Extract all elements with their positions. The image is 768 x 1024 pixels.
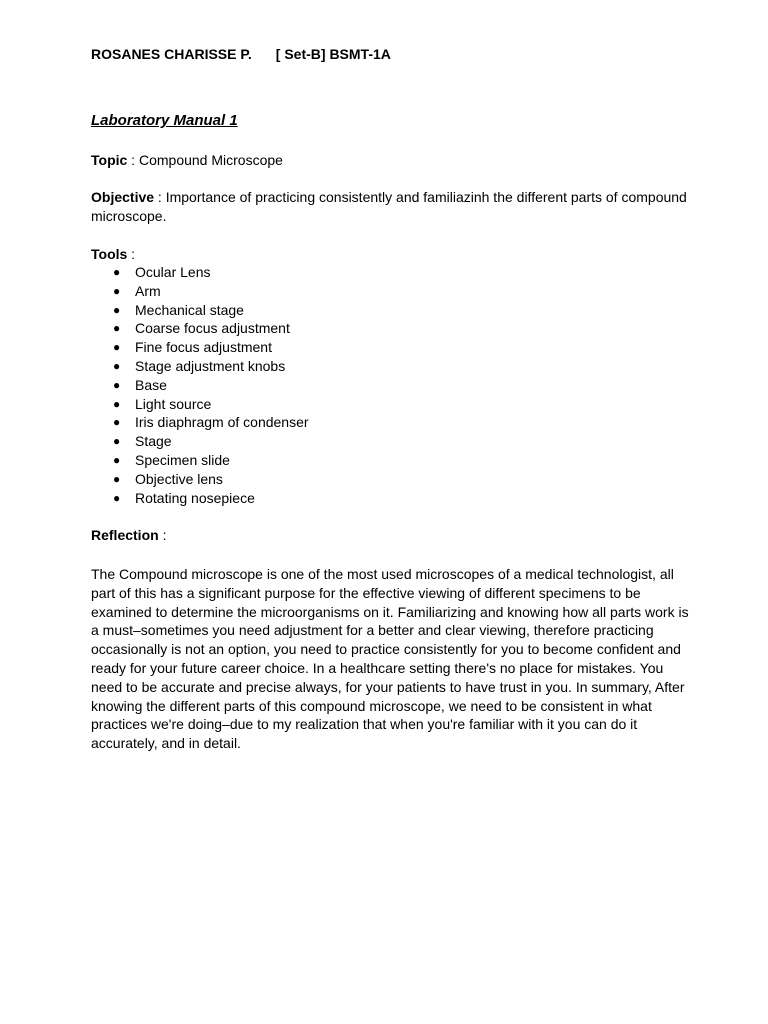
tool-item-label: Rotating nosepiece — [135, 489, 255, 506]
list-item — [91, 451, 309, 470]
tool-item-label: Light source — [135, 395, 212, 412]
reflection-heading — [91, 526, 166, 545]
tool-item-label: Coarse focus adjustment — [135, 320, 290, 337]
topic-label: Topic — [91, 152, 128, 168]
tool-item-label: Objective lens — [135, 470, 223, 487]
tool-item-label: Stage adjustment knobs — [135, 357, 286, 374]
bullet-icon: ● — [113, 302, 121, 317]
list-item — [91, 413, 309, 432]
list-item — [91, 470, 309, 489]
tool-item-label: Base — [135, 376, 167, 393]
bullet-icon: ● — [113, 265, 121, 279]
bullet-icon: ● — [113, 471, 121, 486]
tool-item-label: Fine focus adjustment — [135, 339, 272, 356]
bullet-icon: ● — [113, 321, 121, 336]
list-item — [91, 319, 309, 338]
document-title: Laboratory Manual 1 — [91, 112, 238, 129]
list-item — [91, 263, 309, 282]
list-item — [91, 357, 309, 376]
student-name: ROSANES CHARISSE P. — [91, 46, 252, 62]
reflection-label: Reflection — [91, 527, 159, 543]
bullet-icon: ● — [113, 396, 121, 411]
list-item — [91, 282, 309, 301]
list-item — [91, 376, 309, 395]
reflection-paragraph: The Compound microscope is one of the most used microscopes of a medical technologist, all part of this has a significant purpose for the effective viewing of different specimens to be examined to determine the microorganisms on it. Familiarizing and knowing how all parts work is a must–sometimes you need adjustment for a better and clear viewing, therefore practicing occasionally is not an option, you need to practice consistently for you to become confident and ready for your future career choice. In a healthcare setting there's no place for mistakes. You need to be accurate and precise always, for your patients to have trust in you. In summary, After knowing the different parts of this compound microscope, we need to be consistent in what practices we're doing–due to my realization that when you're familiar with it you can do it accurately, and in detail. — [91, 566, 689, 752]
student-section: [ Set-B] BSMT-1A — [275, 46, 391, 62]
objective-value: Importance of practicing consistently and familiazinh the different parts of compound microscope. — [91, 189, 687, 224]
objective-paragraph — [91, 188, 691, 226]
tool-item-label: Specimen slide — [135, 451, 230, 468]
bullet-icon: ● — [113, 415, 121, 430]
topic-value: Compound Microscope — [138, 152, 283, 168]
list-item — [91, 301, 309, 320]
document-header — [91, 46, 391, 63]
bullet-icon: ● — [113, 377, 121, 392]
tools-heading — [91, 245, 135, 264]
list-item — [91, 489, 309, 508]
tools-separator: : — [127, 246, 136, 262]
topic-line — [91, 151, 283, 170]
reflection-separator: : — [158, 527, 167, 543]
list-item — [91, 395, 309, 414]
tool-item-label: Ocular Lens — [135, 264, 211, 280]
objective-label: Objective — [91, 189, 155, 205]
bullet-icon: ● — [113, 490, 121, 505]
tool-item-label: Mechanical stage — [135, 301, 244, 318]
bullet-icon: ● — [113, 340, 121, 355]
bullet-icon: ● — [113, 452, 121, 467]
list-item — [91, 432, 309, 451]
list-item — [91, 338, 309, 357]
objective-separator: : — [154, 189, 166, 205]
tool-item-label: Iris diaphragm of condenser — [135, 414, 309, 431]
tools-list — [91, 263, 309, 507]
bullet-icon: ● — [113, 434, 121, 449]
topic-separator: : — [127, 152, 139, 168]
tools-label: Tools — [91, 246, 128, 262]
bullet-icon: ● — [113, 283, 121, 298]
tool-item-label: Arm — [135, 282, 161, 299]
bullet-icon: ● — [113, 358, 121, 373]
tool-item-label: Stage — [135, 433, 172, 450]
